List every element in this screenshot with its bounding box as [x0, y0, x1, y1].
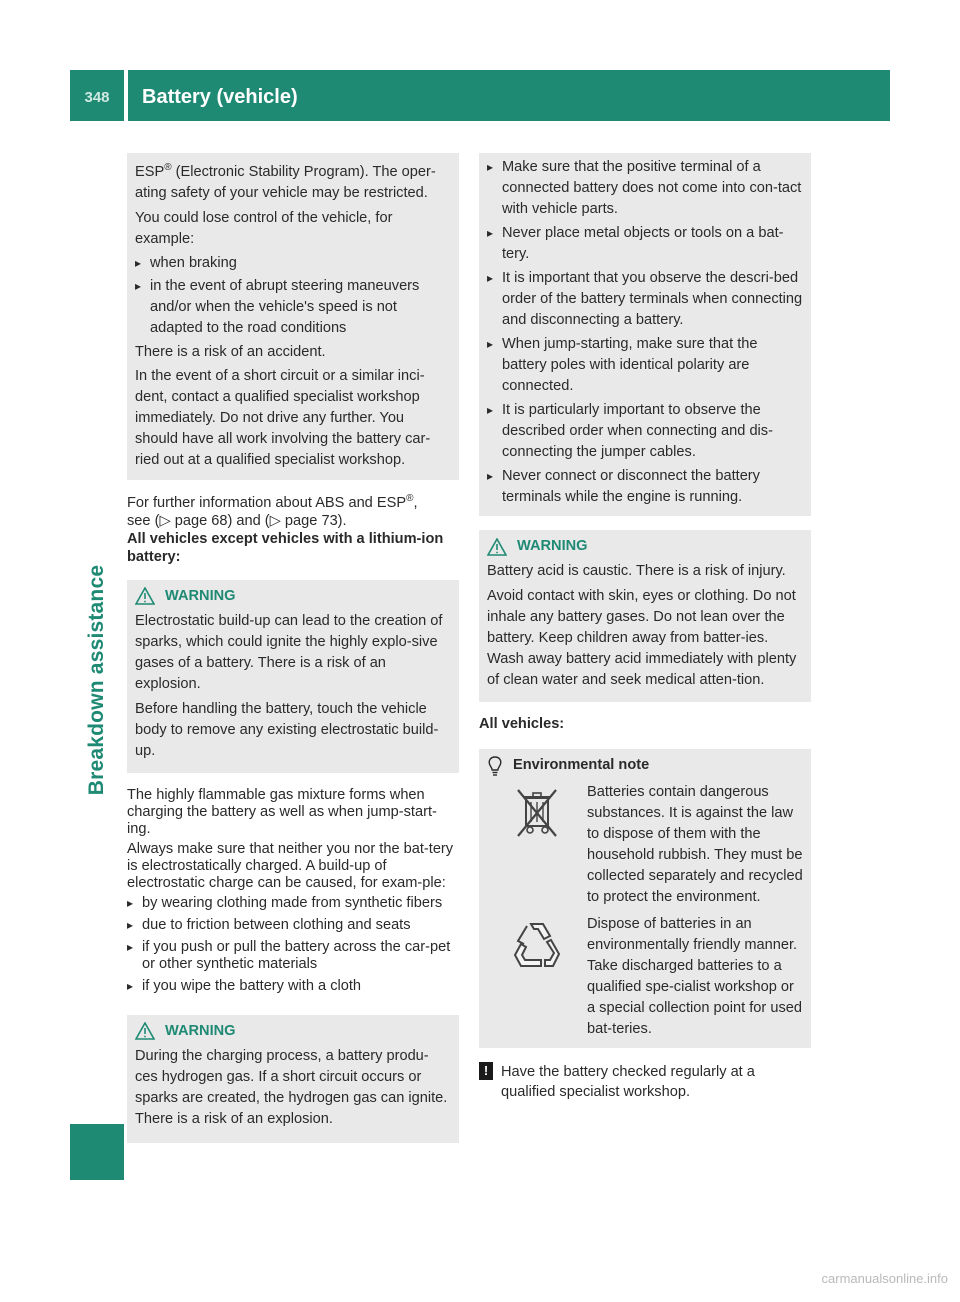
- warning-triangle-icon: [487, 538, 507, 556]
- warning-header: [135, 1021, 451, 1042]
- notice-text: Have the battery checked regularly at a qualified specialist workshop.: [501, 1064, 755, 1100]
- risk-paragraph: There is a risk of an accident.: [135, 343, 326, 360]
- abs-esp-reference: For further information about ABS and ESP®, see (▷ page 68) and (▷ page 73).: [127, 492, 418, 529]
- warning-triangle-icon: [135, 1022, 155, 1040]
- warning-triangle-icon: [135, 587, 155, 605]
- list-item: ▸ Never place metal objects or tools on a bat-tery.: [487, 223, 803, 265]
- esp-note-box: [127, 153, 459, 480]
- env-title: Environmental note: [513, 757, 650, 773]
- list-item: ▸ When jump-starting, make sure that the battery poles with identical polarity are connected.: [487, 334, 803, 397]
- exclamation-icon: !: [479, 1062, 493, 1080]
- warning-box: [127, 580, 459, 773]
- gas-paragraph: The highly flammable gas mixture forms when charging the battery as well as when jump-start-ing.: [127, 786, 437, 837]
- list-item: ▸ due to friction between clothing and seats: [127, 917, 459, 934]
- env-text: Dispose of batteries in an environmentally friendly manner. Take discharged batteries to a qualified spe-cialist workshop or a special collection point for used bat-teries.: [587, 916, 802, 1037]
- env-text: Batteries contain dangerous substances. It is against the law to dispose of them with the household rubbish. They must be collected separately and recycled to protect the environment.: [587, 784, 803, 905]
- warning-header: [487, 536, 803, 557]
- short-circuit-paragraph: In the event of a short circuit or a similar inci-dent, contact a qualified specialist workshop immediately. Do not drive any further. You should have all work involving the battery car-ried out at a qualified specialist workshop.: [135, 367, 431, 468]
- list-item: ▸ It is particularly important to observe the described order when connecting and dis-connecting the jumper cables.: [487, 400, 803, 463]
- warning-text: During the charging process, a battery produ-ces hydrogen gas. If a short circuit occurs or sparks are created, the hydrogen gas can ignite. There is a risk of an explosion.: [135, 1047, 448, 1127]
- warning-title: WARNING: [517, 538, 588, 554]
- crossed-bin-icon: [514, 786, 560, 840]
- list-item: ▸ Never connect or disconnect the battery terminals while the engine is running.: [487, 466, 803, 508]
- warning-text: Before handling the battery, touch the vehicle body to remove any existing electrostatic build-up.: [135, 700, 439, 759]
- page-title: Battery (vehicle): [128, 70, 890, 121]
- footer-watermark: carmanualsonline.info: [821, 1271, 948, 1286]
- lightbulb-icon: [487, 756, 503, 776]
- list-item: ▸ in the event of abrupt steering maneuvers and/or when the vehicle's speed is not adapted to the road conditions: [135, 276, 451, 339]
- warning-title: WARNING: [165, 587, 236, 604]
- esp-bullet-list: [135, 253, 451, 339]
- electrostatic-paragraph: Always make sure that neither you nor the bat-tery is electrostatically charged. A build-up of electrostatic charge can be caused, for exam-ple:: [127, 840, 454, 891]
- warning-text: Battery acid is caustic. There is a risk of injury.: [487, 563, 786, 579]
- esp-paragraph: ESP® (Electronic Stability Program). The oper- ating safety of your vehicle may be restricted.: [135, 162, 436, 201]
- list-item: ▸ by wearing clothing made from synthetic fibers: [127, 895, 459, 912]
- section-side-label: [70, 420, 124, 940]
- warning-text: Electrostatic build-up can lead to the creation of sparks, which could ignite the highly explo-sive gases of a battery. There is a risk of an explosion.: [135, 612, 443, 692]
- lose-control-paragraph: You could lose control of the vehicle, for example:: [135, 209, 393, 247]
- warning-header: [135, 586, 451, 607]
- section-heading: All vehicles:: [479, 716, 565, 732]
- section-marker: [70, 1124, 124, 1180]
- list-item: ▸ Make sure that the positive terminal of a connected battery does not come into con-tact with vehicle parts.: [487, 157, 803, 220]
- right-column: [479, 153, 811, 1102]
- precautions-bullet-list: [487, 157, 803, 508]
- section-heading: All vehicles except vehicles with a lithium-ion battery:: [127, 530, 444, 565]
- warning-text: Avoid contact with skin, eyes or clothing. Do not inhale any battery gases. Do not lean over the battery. Keep children away from batter-ies. Wash away battery acid immediately with plenty of clean water and seek medical atten-tion.: [487, 588, 797, 688]
- list-item: ▸ if you push or pull the battery across the car-pet or other synthetic materials: [127, 939, 459, 973]
- warning-title: WARNING: [165, 1022, 236, 1039]
- warning-box: [127, 1015, 459, 1143]
- env-row-recycle: [487, 914, 803, 1040]
- page-number: 348: [70, 70, 124, 121]
- environmental-note-box: [479, 749, 811, 1048]
- list-item: ▸ if you wipe the battery with a cloth: [127, 978, 459, 995]
- left-column: [127, 153, 459, 1143]
- electrostatic-bullet-list: [127, 895, 459, 995]
- recycle-icon: [507, 918, 567, 974]
- list-item: ▸ It is important that you observe the descri-bed order of the battery terminals when connecting and disconnecting a battery.: [487, 268, 803, 331]
- battery-precautions-box: [479, 153, 811, 516]
- notice: [479, 1062, 811, 1102]
- env-row-disposal: [487, 782, 803, 908]
- side-label-text: Breakdown assistance: [85, 564, 108, 796]
- env-image: [487, 914, 587, 1040]
- list-item: ▸ when braking: [135, 253, 451, 274]
- warning-box: [479, 530, 811, 702]
- env-image: [487, 782, 587, 908]
- env-header: [487, 755, 803, 776]
